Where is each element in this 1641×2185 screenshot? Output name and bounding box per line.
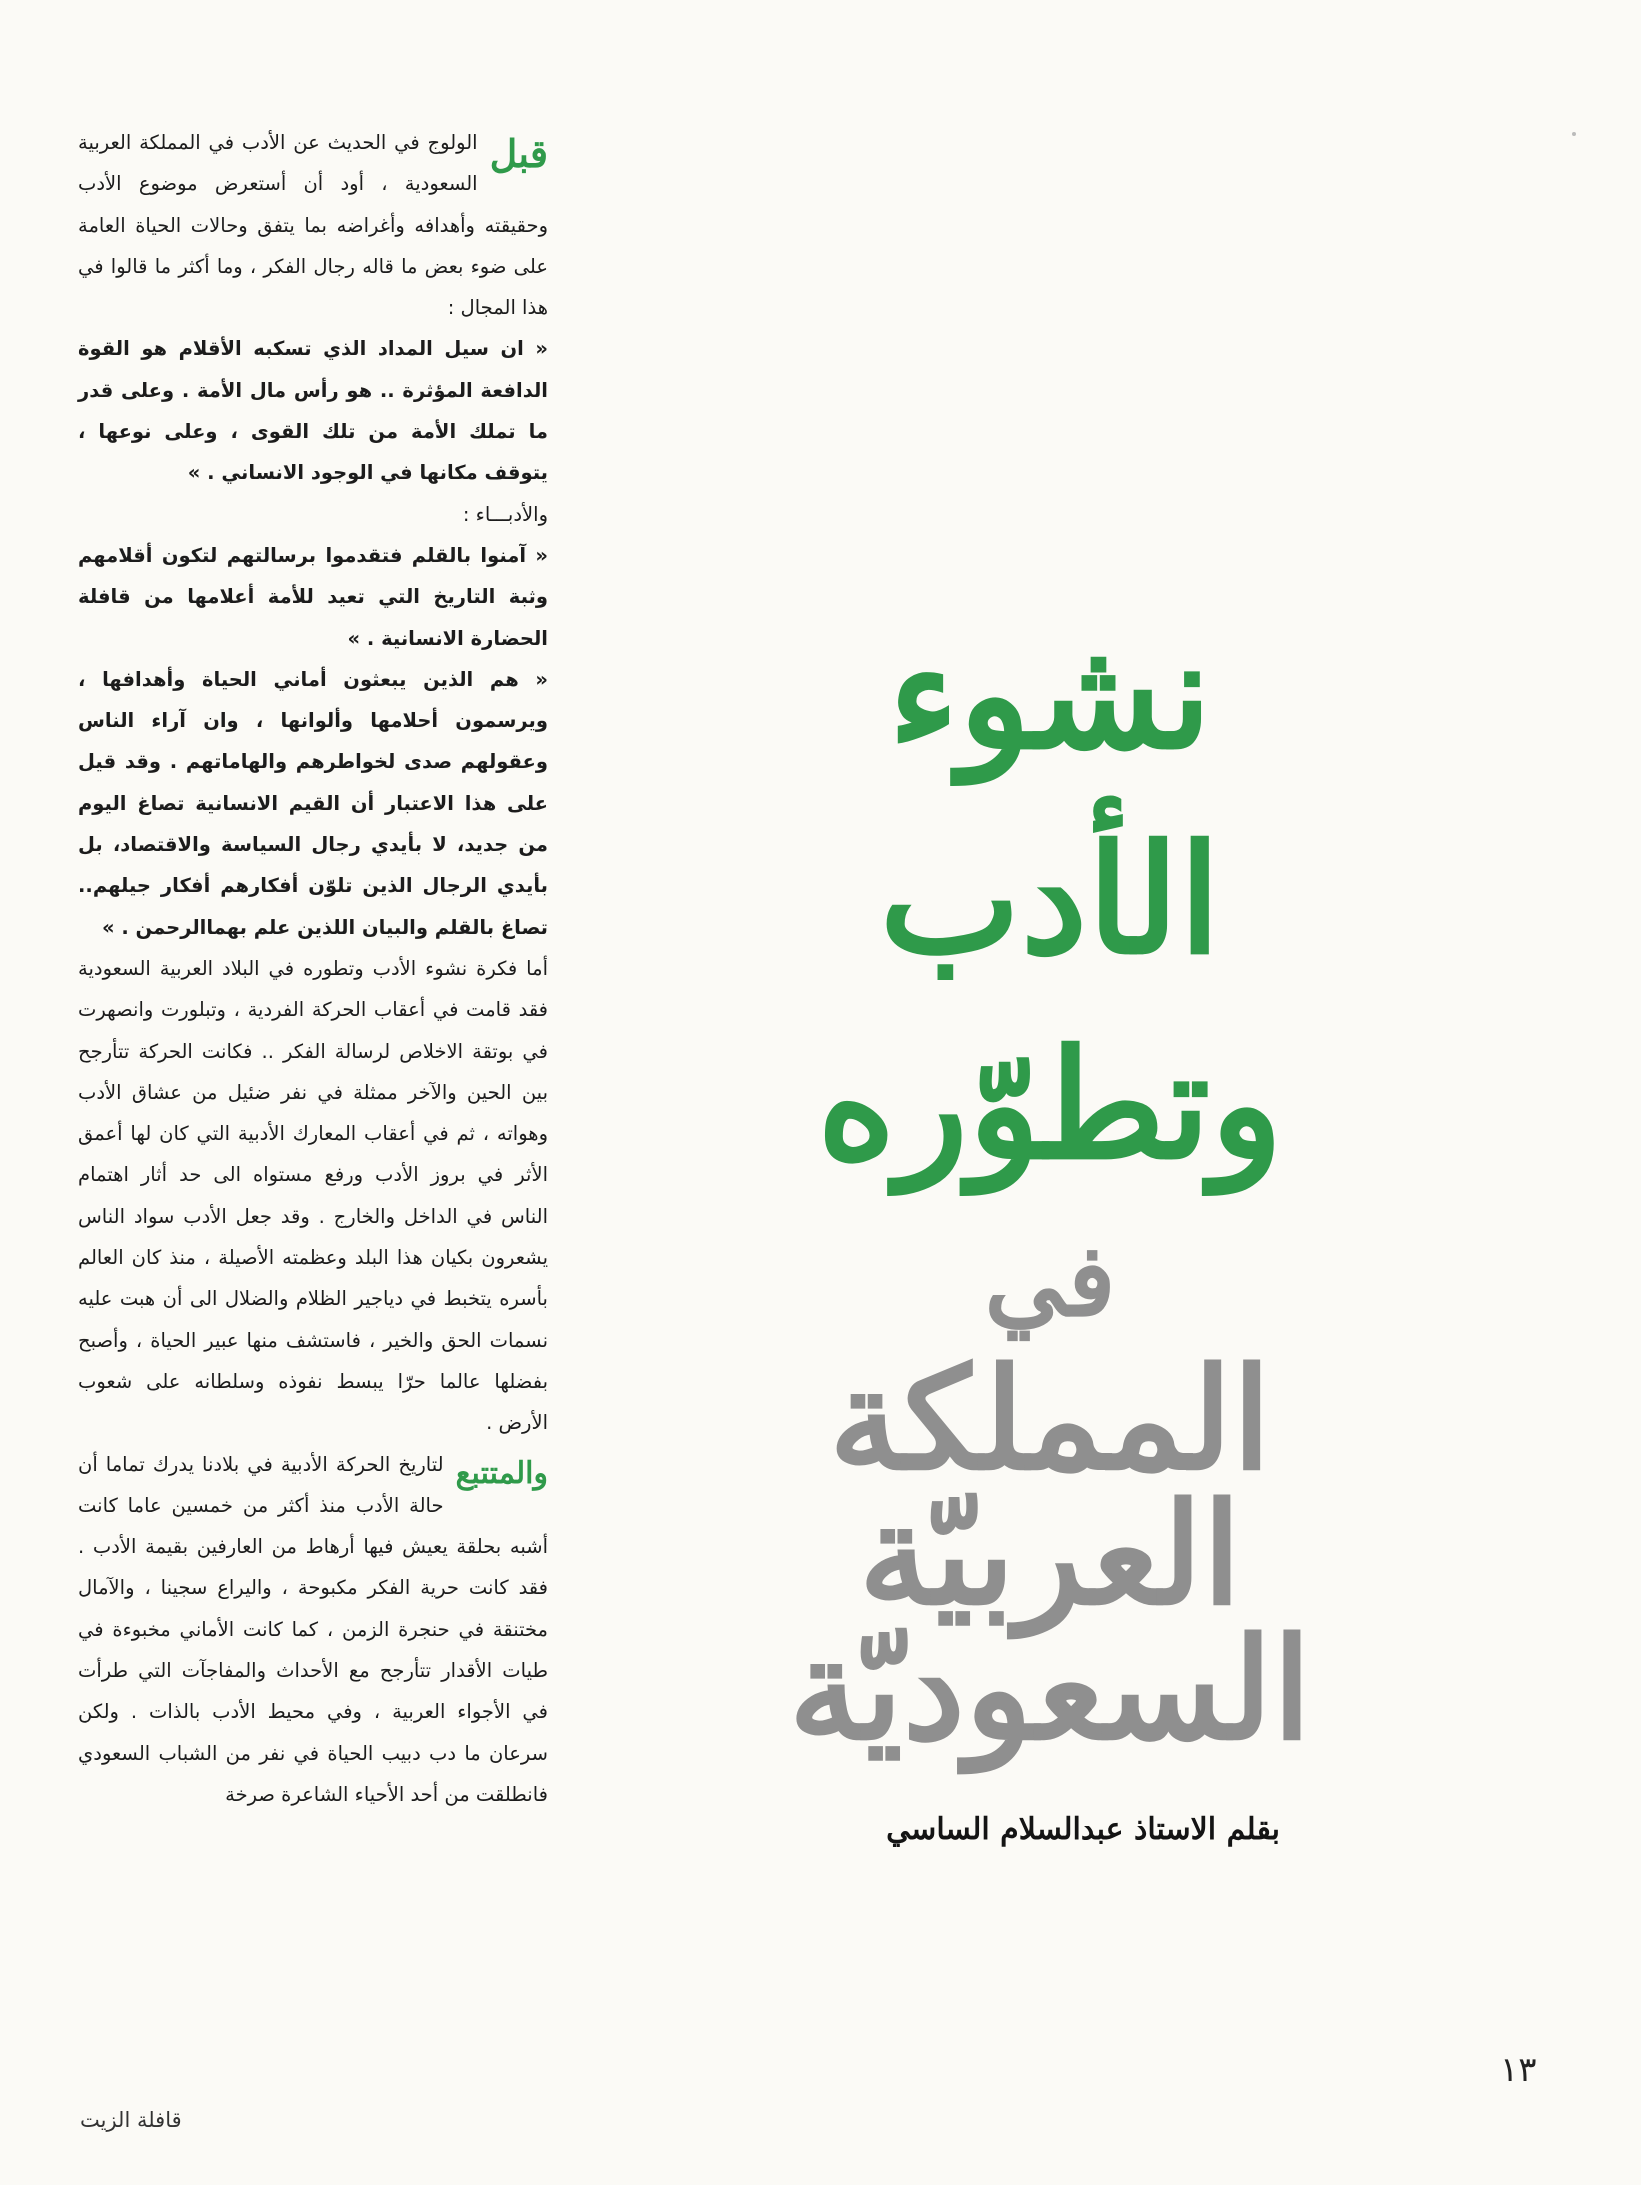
dropcap-qabl: قبل xyxy=(489,131,548,176)
paper-speck xyxy=(1572,132,1576,136)
article-column xyxy=(78,122,548,1815)
title-line-watatawwurihi: وتطوّره xyxy=(817,1017,1283,1193)
page-number: ١٣ xyxy=(1500,2050,1537,2090)
publication-footer: قافلة الزيت xyxy=(80,2108,182,2132)
body-paragraph-2: أما فكرة نشوء الأدب وتطوره في البلاد العربية السعودية فقد قامت في أعقاب الحركة الفردية ، وتبلورت وانصهرت في بوتقة الاخلاص لرسالة الفكر .. فكانت الحركة تتأرجح بين الحين والآخر ممثلة في نفر ضئيل من عشاق الأدب وهواته ، ثم في أعقاب المعارك الأدبية التي كان لها أعمق الأثر في بروز الأدب ورفع مستواه الى حد أثار اهتمام الناس في الداخل والخارج . وقد جعل الأدب سواد الناس يشعرون بكيان هذا البلد وعظمته الأصيلة ، منذ كان العالم بأسره يتخبط في دياجير الظلام والضلال الى أن هبت عليه نسمات الحق والخير ، فاستشف منها عبير الحياة ، وأصبح بفضلها عالما حرّا يبسط نفوذه وسلطانه على شعوب الأرض . xyxy=(78,956,548,1435)
body-paragraph-3: لتاريخ الحركة الأدبية في بلادنا يدرك تماما أن حالة الأدب منذ أكثر من خمسين عاما كانت أشبه بحلقة يعيش فيها أرهاط من العارفين بقيمة الأدب . فقد كانت حرية الفكر مكبوحة ، واليراع سجينا ، والآمال مختنقة في حنجرة الزمن ، كما كانت الأماني مخبوءة في طيات الأقدار تتأرجح مع الأحداث والمفاجآت التي طرأت في الأجواء العربية ، وفي محيط الأدب بالذات . ولكن سرعان ما دب دبيب الحياة في نفر من الشباب السعودي فانطلقت من أحد الأحياء الشاعرة صرخة xyxy=(78,1452,548,1806)
intro-paragraph: الولوج في الحديث عن الأدب في المملكة العربية السعودية ، أود أن أستعرض موضوع الأدب وحقيقته وأهدافه وأغراضه بما يتفق وحالات الحياة العامة على ضوء بعض ما قاله رجال الفكر ، وما أكثر ما قالوا في هذا المجال : xyxy=(78,131,548,320)
article-title xyxy=(615,607,1485,1772)
dropcap-almutatabbi: والمتتبع xyxy=(455,1455,548,1491)
title-line-alsaudiyya: السعوديّة xyxy=(788,1608,1312,1772)
title-line-alarabiyya: العربيّة xyxy=(858,1473,1242,1637)
quote-paragraph-3: « هم الذين يبعثون أماني الحياة وأهدافها ، ويرسمون أحلامها وألوانها ، وان آراء الناس وعقولهم صدى لخواطرهم والهاماتهم . وقد قيل على هذا الاعتبار أن القيم الانسانية تصاغ اليوم من جديد، لا بأيدي رجال السياسة والاقتصاد، بل بأيدي الرجال الذين تلوّن أفكارهم أفكار جيلهم.. تصاغ بالقلم والبيان اللذين علم بهماالرحمن . » xyxy=(78,667,548,939)
title-line-aladab: الأدب xyxy=(879,812,1221,988)
quote-intro: والأدبـــاء : xyxy=(462,502,548,526)
title-line-nushu: نشوء xyxy=(888,607,1212,783)
quote-paragraph-1: « ان سيل المداد الذي تسكبه الأقلام هو القوة الدافعة المؤثرة .. هو رأس مال الأمة . وعلى قدر ما تملك الأمة من تلك القوى ، وعلى نوعها ، يتوقف مكانها في الوجود الانساني . » xyxy=(78,337,548,485)
title-line-almamlaka: المملكة xyxy=(828,1338,1272,1502)
quote-paragraph-2: « آمنوا بالقلم فتقدموا برسالتهم لتكون أقلامهم وثبة التاريخ التي تعيد للأمة أعلامها من قافلة الحضارة الانسانية . » xyxy=(78,543,548,650)
title-line-fi: في xyxy=(984,1221,1116,1339)
author-byline: بقلم الاستاذ عبدالسلام الساسي xyxy=(886,1812,1280,1847)
